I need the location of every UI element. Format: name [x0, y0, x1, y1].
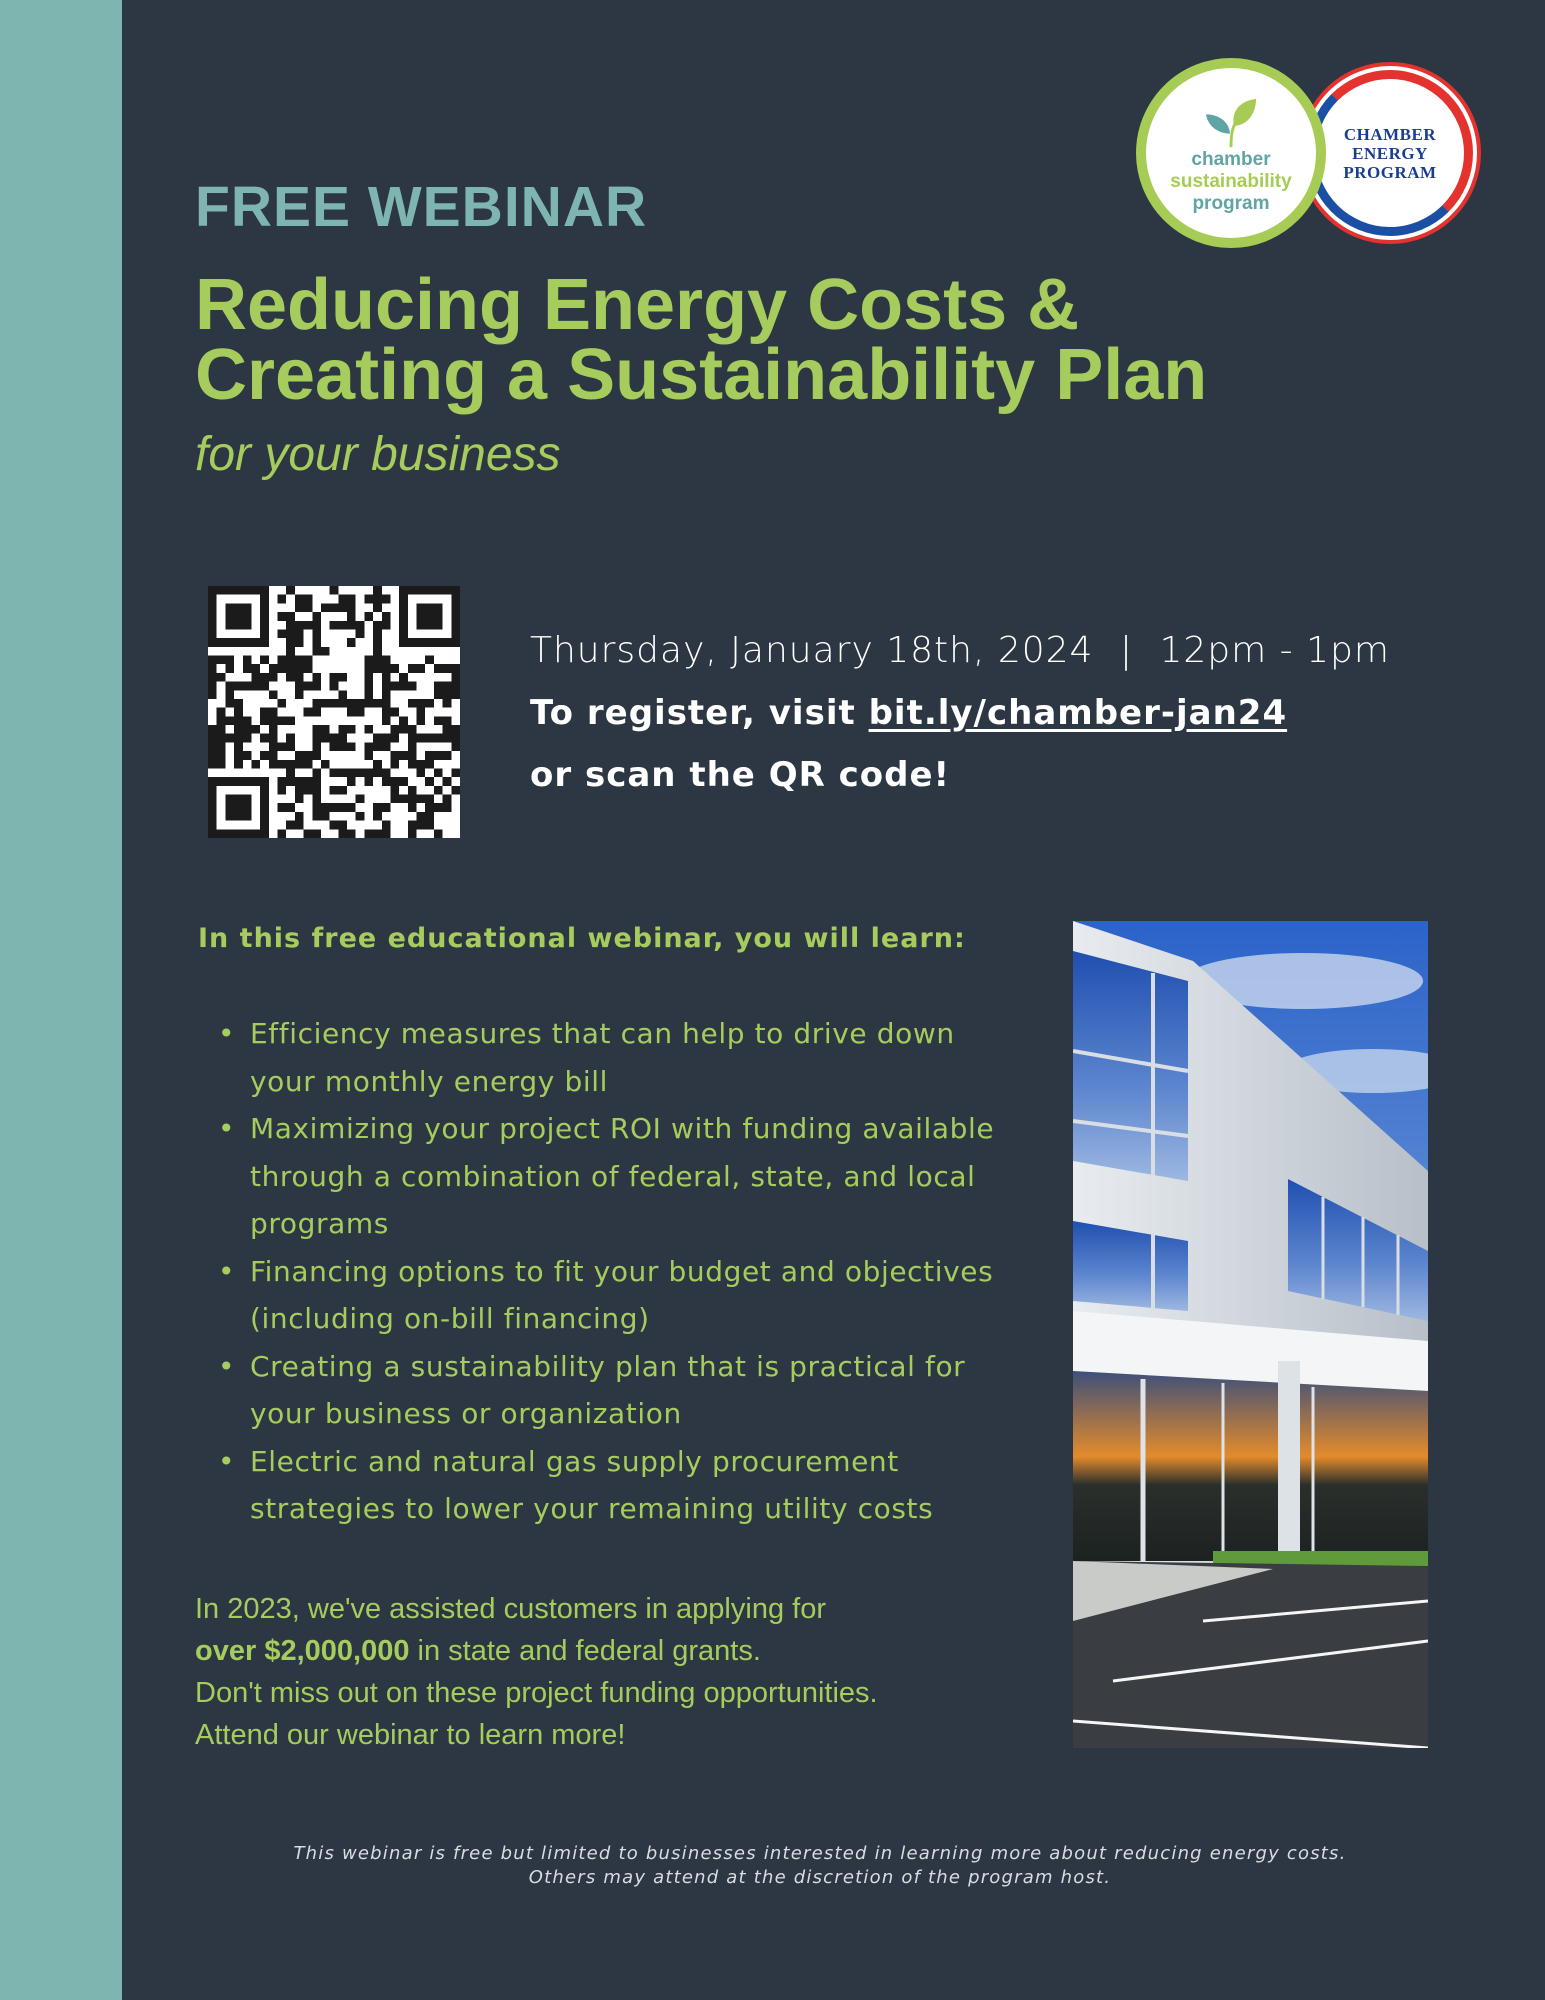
scan-qr-text: or scan the QR code!: [530, 755, 951, 795]
qr-code-icon[interactable]: [208, 586, 460, 838]
learn-list: [218, 1010, 1008, 1533]
bullet-icon: •: [218, 1017, 236, 1050]
leaf-icon: [1202, 97, 1260, 149]
list-item: [218, 1010, 1008, 1105]
list-item: [218, 1248, 1008, 1343]
bullet-icon: •: [218, 1112, 236, 1145]
logo-text-program-caps: PROGRAM: [1343, 162, 1437, 182]
register-link[interactable]: bit.ly/chamber-jan24: [868, 693, 1288, 733]
bullet-icon: •: [218, 1349, 236, 1383]
chamber-sustainability-program-logo: [1136, 58, 1326, 248]
bullet-icon: •: [218, 1254, 236, 1288]
promo-line-2: [195, 1630, 995, 1672]
logo-text-sustainability: sustainability: [1170, 171, 1292, 192]
promo-text: [195, 1588, 995, 1756]
event-details: [530, 620, 1390, 806]
logo-inner: [1325, 88, 1455, 218]
building-illustration: [1073, 921, 1428, 1748]
promo-line-1: In 2023, we've assisted customers in applying for: [195, 1593, 826, 1625]
qr-code-graphic: [208, 586, 460, 838]
promo-line-4: Attend our webinar to learn more!: [195, 1719, 626, 1751]
learn-heading: In this free educational webinar, you will learn:: [198, 923, 966, 954]
list-item: [218, 1438, 1008, 1533]
event-datetime: [530, 620, 1390, 682]
partner-logos: [1136, 58, 1486, 250]
promo-line-2-rest: in state and federal grants.: [409, 1635, 761, 1667]
eyebrow-label: FREE WEBINAR: [195, 175, 648, 239]
list-item-text: Creating a sustainability plan that is practical for your business or organization: [250, 1349, 966, 1430]
list-item-text: Electric and natural gas supply procurement strategies to lower your remaining utility costs: [250, 1444, 934, 1525]
promo-amount: over $2,000,000: [195, 1635, 410, 1667]
logo-text-chamber: chamber: [1191, 149, 1271, 170]
list-item-text: Financing options to fit your budget and objectives (including on-bill financing): [250, 1254, 994, 1335]
register-line: [530, 682, 1390, 744]
disclaimer-line-2: Others may attend at the discretion of the program host.: [528, 1867, 1112, 1888]
register-prefix: To register, visit: [530, 693, 869, 733]
chamber-energy-program-logo: [1299, 62, 1481, 244]
logo-text-energy: ENERGY: [1352, 143, 1428, 163]
logo-text-program: program: [1192, 193, 1270, 214]
datetime-separator: |: [1119, 630, 1134, 671]
event-date: Thursday, January 18th, 2024: [530, 630, 1094, 671]
page-subtitle: for your business: [195, 428, 561, 481]
building-photo: [1073, 921, 1428, 1748]
bullet-icon: •: [218, 1444, 236, 1478]
event-time: 12pm - 1pm: [1159, 630, 1390, 671]
promo-line-3: Don't miss out on these project funding opportunities.: [195, 1677, 878, 1709]
side-stripe: [0, 0, 122, 2000]
list-item: [218, 1343, 1008, 1438]
disclaimer-line-1: This webinar is free but limited to businesses interested in learning more about reducing energy costs.: [293, 1843, 1347, 1864]
list-item-text: Efficiency measures that can help to drive down your monthly energy bill: [250, 1017, 955, 1098]
disclaimer: [195, 1842, 1445, 1890]
list-item: [218, 1105, 1008, 1248]
logo-text-chamber-caps: CHAMBER: [1343, 124, 1437, 144]
page-title: Reducing Energy Costs & Creating a Sustainability Plan: [195, 265, 1208, 415]
list-item-text: Maximizing your project ROI with funding available through a combination of federal, state, and local programs: [250, 1112, 995, 1240]
